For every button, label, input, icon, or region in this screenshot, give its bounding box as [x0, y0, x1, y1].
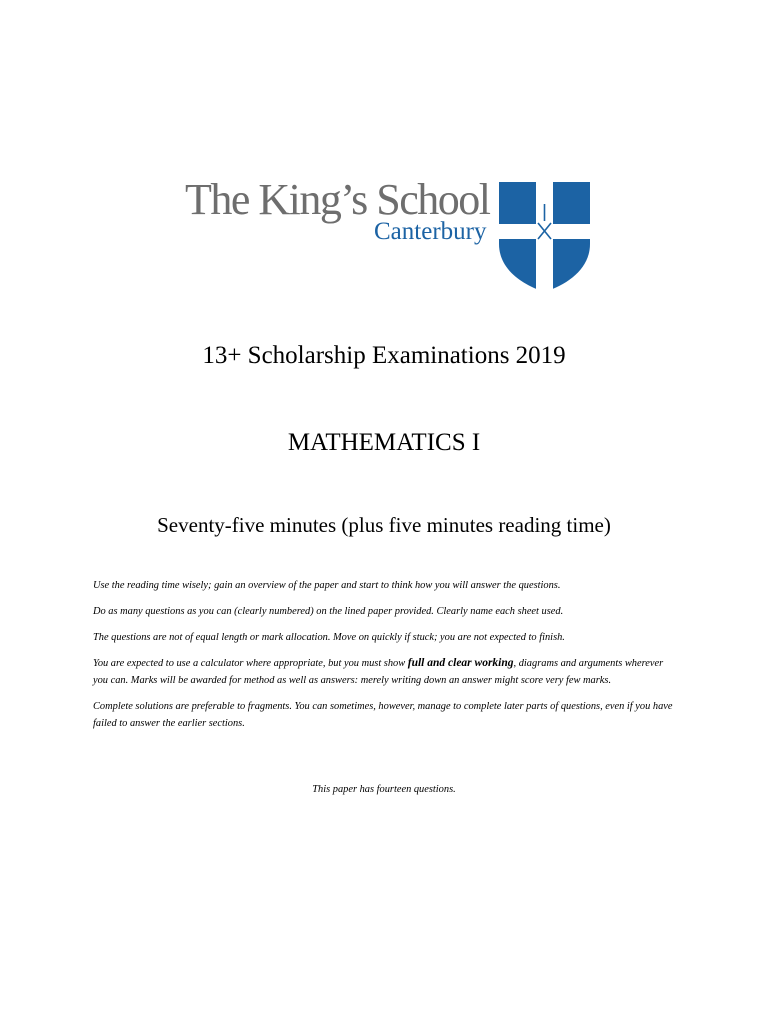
instruction-2: Do as many questions as you can (clearly numbered) on the lined paper provided. Clearly name each sheet used. — [93, 606, 564, 617]
question-count-note: This paper has fourteen questions. — [312, 784, 456, 795]
instruction-3: The questions are not of equal length or mark allocation. Move on quickly if stuck; you are not expected to finish. — [93, 632, 565, 643]
duration-text: Seventy-five minutes (plus five minutes reading time) — [157, 513, 611, 537]
instruction-4 — [93, 655, 679, 689]
instruction-5: Complete solutions are preferable to fragments. You can sometimes, however, manage to complete later parts of questions, even if you have failed to answer the earlier sections. — [93, 701, 673, 729]
subject-title: MATHEMATICS I — [287, 429, 481, 456]
instruction-4-start: You are expected to use a calculator where appropriate, but you must show — [93, 658, 408, 669]
school-location: Canterbury — [374, 218, 487, 245]
instruction-4-emphasis: full and clear working — [407, 657, 514, 669]
instruction-1: Use the reading time wisely; gain an overview of the paper and start to think how you will answer the questions. — [93, 580, 561, 591]
instruction-4-end: , diagrams and arguments wherever you can. Marks will be awarded for method as well as answers: merely writing down an answer might score very few marks. — [93, 658, 664, 686]
instructions — [93, 577, 679, 741]
exam-title: 13+ Scholarship Examinations 2019 — [202, 342, 566, 369]
school-name: The King’s School — [185, 175, 490, 224]
school-logo — [185, 175, 595, 296]
school-shield-icon — [499, 182, 590, 292]
